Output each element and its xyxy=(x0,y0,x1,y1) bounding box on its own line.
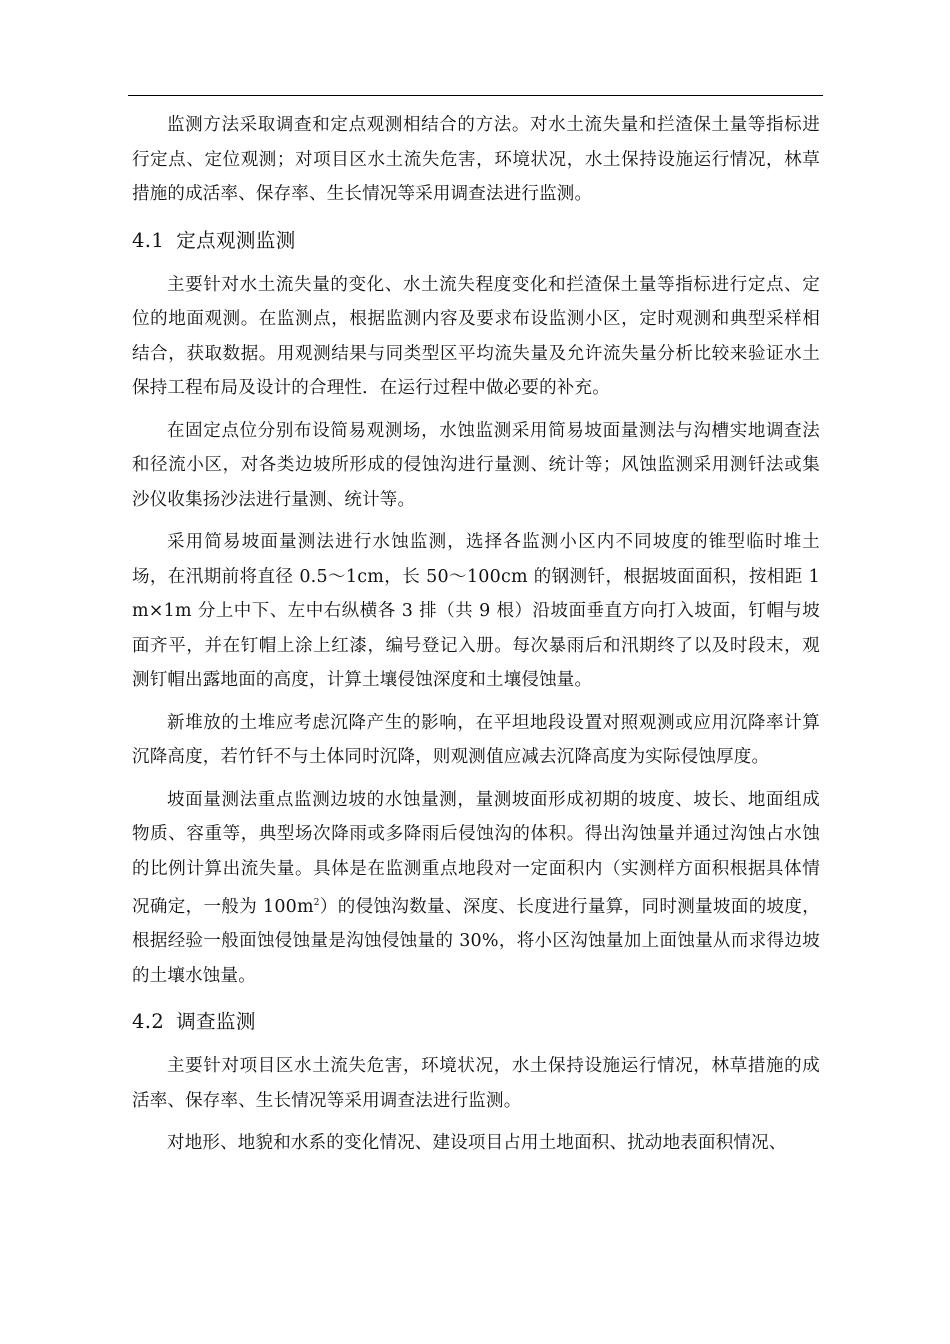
paragraph: 主要针对水土流失量的变化、水土流失程度变化和拦渣保土量等指标进行定点、定位的地面观测。在监测点，根据监测内容及要求布设监测小区，定时观测和典型采样相结合，获取数据。用观测结果与同类型区平均流失量及允许流失量分析比较来验证水土保持工程布局及设计的合理性．在运行过程中做必要的补充。 xyxy=(132,274,820,398)
section-number: 4.1 xyxy=(132,228,165,252)
paragraph-text: 坡面量测法重点监测边坡的水蚀量测，量测坡面形成初期的坡度、坡长、地面组成物质、容重等，典型场次降雨或多降雨后侵蚀沟的体积。得出沟蚀量并通过沟蚀占水蚀的比例计算出流失量。具体是在监测重点地段对一定面积内（实测样方面积根据具体情况确定，一般为 100m xyxy=(132,789,820,917)
document-body xyxy=(132,108,820,1169)
paragraph: 主要针对项目区水土流失危害，环境状况，水土保持设施运行情况，林草措施的成活率、保存率、生长情况等采用调查法进行监测。 xyxy=(132,1056,820,1111)
paragraph xyxy=(132,783,820,994)
section-title: 定点观测监测 xyxy=(176,228,296,252)
paragraph: 采用简易坡面量测法进行水蚀监测，选择各监测小区内不同坡度的锥型临时堆土场，在汛期前将直径 0.5～1cm，长 50～100cm 的钢测钎，根据坡面面积，按相距 1m×1m 分上中下、左中右纵横各 3 排（共 9 根）沿坡面垂直方向打入坡面，钉帽与坡面齐平，并在钉帽上涂上红漆，编号登记入册。每次暴雨后和汛期终了以及时段末，观测钉帽出露地面的高度，计算土壤侵蚀深度和土壤侵蚀量。 xyxy=(132,532,820,690)
section-number: 4.2 xyxy=(132,1010,165,1034)
paragraph: 对地形、地貌和水系的变化情况、建设项目占用土地面积、扰动地表面积情况、 xyxy=(167,1133,787,1154)
section-heading-4-1 xyxy=(132,220,820,262)
paragraph: 新堆放的土堆应考虑沉降产生的影响，在平坦地段设置对照观测或应用沉降率计算沉降高度，若竹钎不与土体同时沉降，则观测值应减去沉降高度为实际侵蚀厚度。 xyxy=(132,712,820,767)
paragraph: 在固定点位分别布设简易观测场，水蚀监测采用简易坡面量测法与沟槽实地调查法和径流小区，对各类边坡所形成的侵蚀沟进行量测、统计等；风蚀监测采用测钎法或集沙仪收集扬沙法进行量测、统计等。 xyxy=(132,420,820,510)
header-rule xyxy=(128,95,823,96)
superscript: 2 xyxy=(313,898,320,908)
intro-paragraph: 监测方法采取调查和定点观测相结合的方法。对水土流失量和拦渣保土量等指标进行定点、定位观测；对项目区水土流失危害，环境状况，水土保持设施运行情况，林草措施的成活率、保存率、生长情况等采用调查法进行监测。 xyxy=(132,115,820,204)
paragraph-text: ）的侵蚀沟数量、深度、长度进行量算，同时测量坡面的坡度，根据经验一般面蚀侵蚀量是沟蚀侵蚀量的 30%，将小区沟蚀量加上面蚀量从而求得边坡的土壤水蚀量。 xyxy=(132,896,820,986)
section-heading-4-2 xyxy=(132,1001,820,1043)
section-title: 调查监测 xyxy=(176,1010,256,1034)
